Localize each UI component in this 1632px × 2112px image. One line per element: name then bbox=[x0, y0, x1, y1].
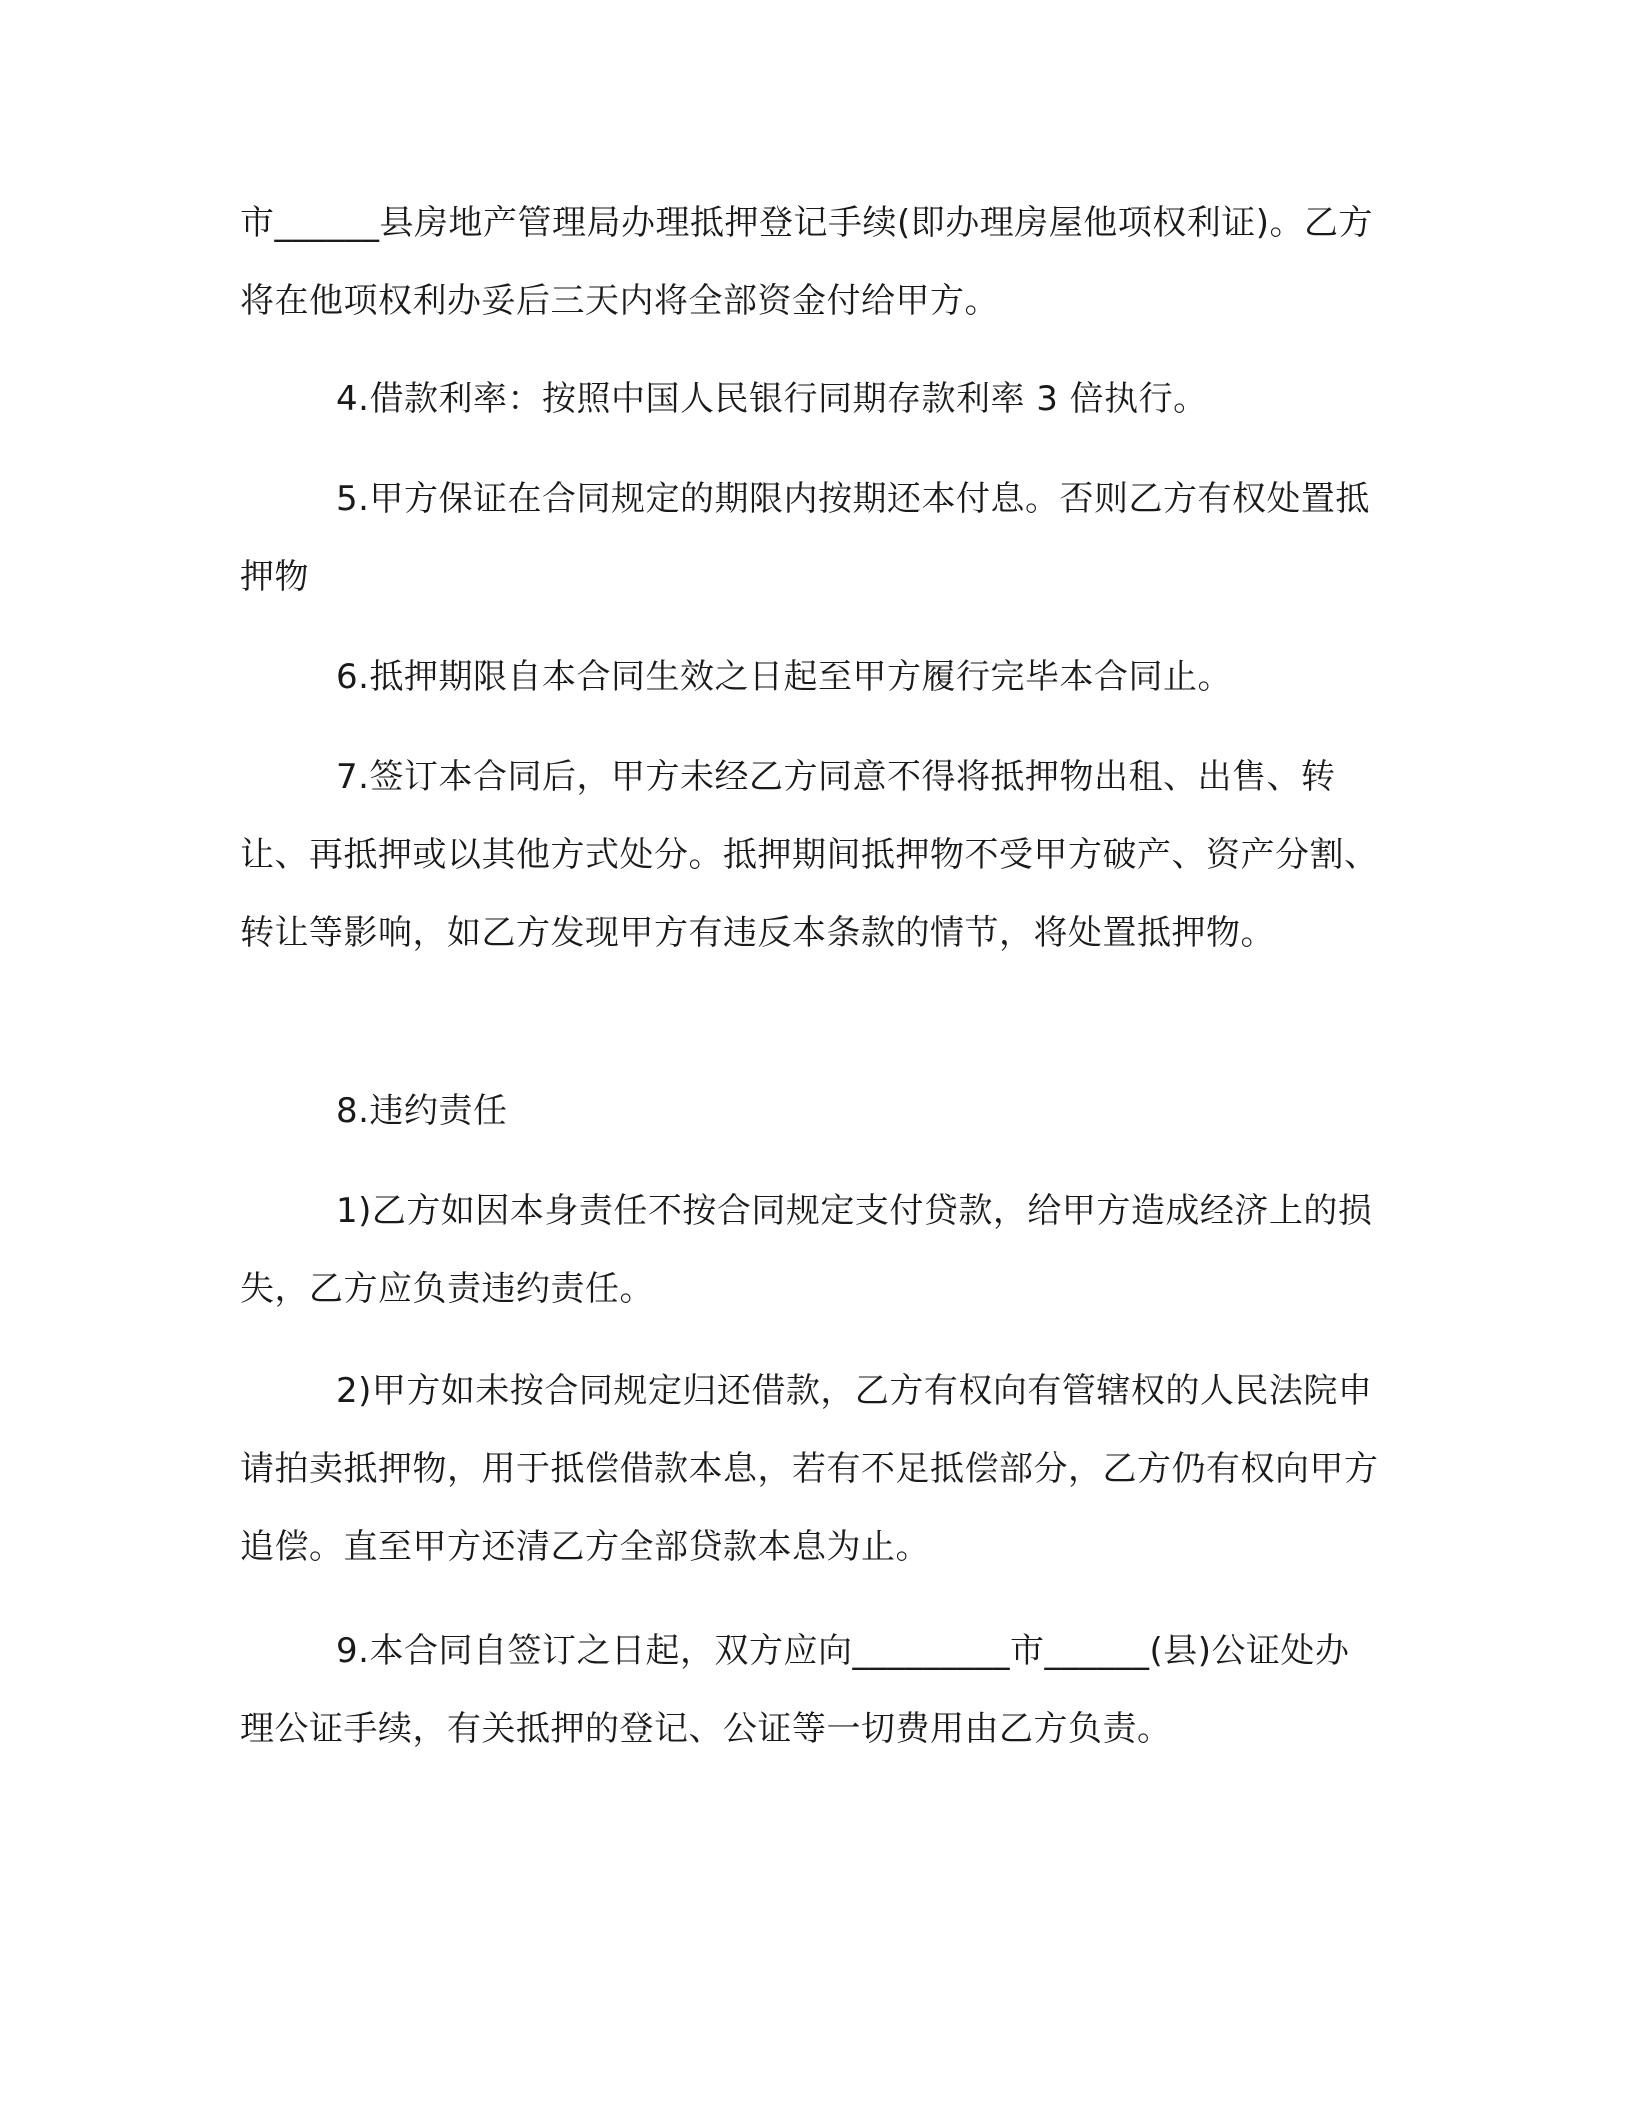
paragraph-breach-party-b: 1)乙方如因本身责任不按合同规定支付贷款，给甲方造成经济上的损失，乙方应负责违约责任。 bbox=[240, 1191, 1373, 1309]
paragraph-disposal-restriction: 7.签订本合同后，甲方未经乙方同意不得将抵押物出租、出售、转让、再抵押或以其他方式处分。抵押期间抵押物不受甲方破产、资产分割、转让等影响，如乙方发现甲方有违反本条款的情节，将处置抵押物。 bbox=[240, 757, 1379, 953]
paragraph-repayment-guarantee: 5.甲方保证在合同规定的期限内按期还本付息。否则乙方有权处置抵押物 bbox=[240, 479, 1370, 597]
paragraph-notarization: 9.本合同自签订之日起，双方应向_________市______(县)公证处办理公证手续，有关抵押的登记、公证等一切费用由乙方负责。 bbox=[240, 1631, 1350, 1749]
paragraph-registration: 市______县房地产管理局办理抵押登记手续(即办理房屋他项权利证)。乙方将在他项权利办妥后三天内将全部资金付给甲方。 bbox=[240, 203, 1374, 321]
paragraph-breach-heading: 8.违约责任 bbox=[336, 1091, 508, 1131]
paragraph-mortgage-term: 6.抵押期限自本合同生效之日起至甲方履行完毕本合同止。 bbox=[336, 657, 1232, 697]
paragraph-interest-rate: 4.借款利率：按照中国人民银行同期存款利率 3 倍执行。 bbox=[336, 379, 1208, 419]
paragraph-breach-party-a: 2)甲方如未按合同规定归还借款，乙方有权向有管辖权的人民法院申请拍卖抵押物，用于抵偿借款本息，若有不足抵偿部分，乙方仍有权向甲方追偿。直至甲方还清乙方全部贷款本息为止。 bbox=[240, 1371, 1379, 1567]
